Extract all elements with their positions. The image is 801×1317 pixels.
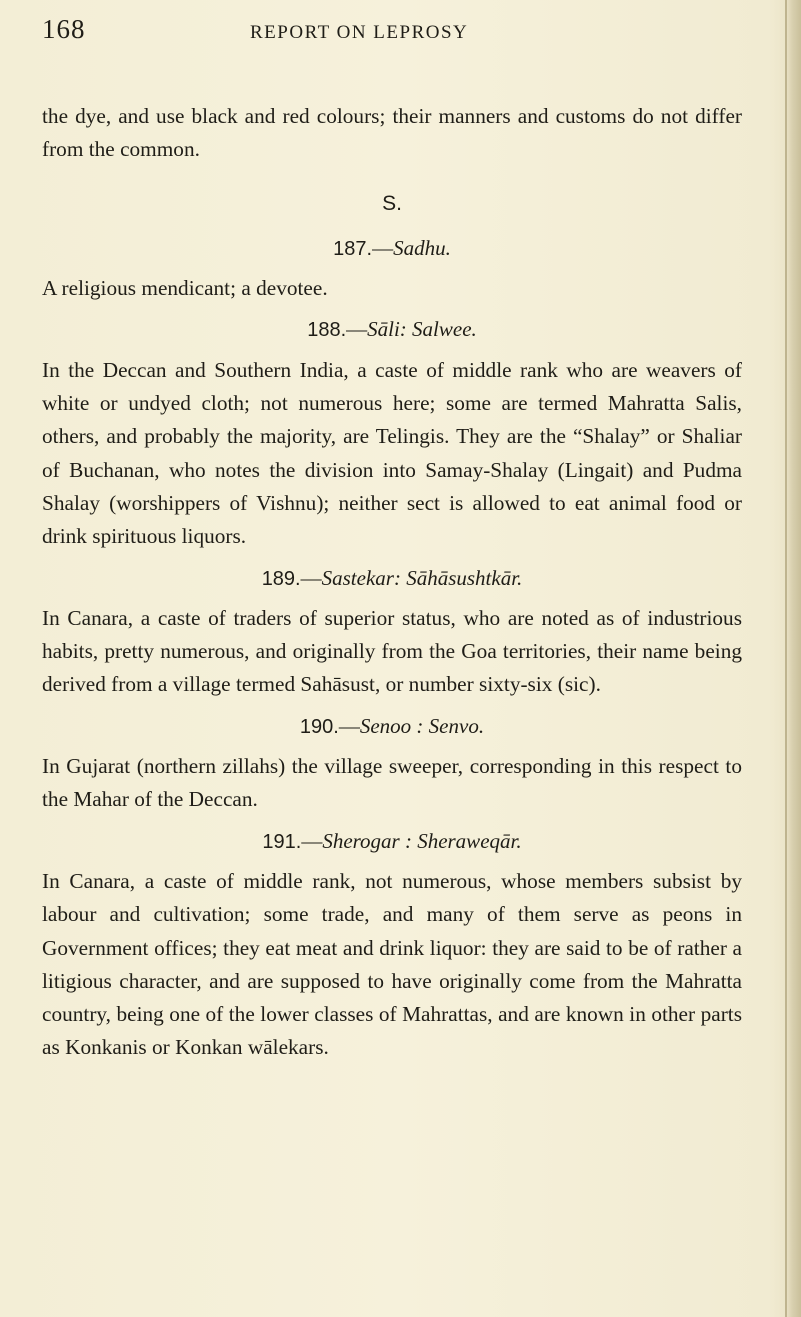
- entry-189: [42, 562, 742, 702]
- page-header: [42, 14, 742, 54]
- em-dash: —: [372, 235, 394, 260]
- entry-title: Sāli: Salwee.: [367, 317, 477, 342]
- entry-number: 187.: [333, 237, 373, 260]
- entry-title: Senoo : Senvo.: [359, 713, 485, 738]
- entry-187: [42, 232, 742, 306]
- entry-number: 190.: [299, 715, 339, 738]
- entry-body: In Gujarat (northern zillahs) the village sweeper, corresponding in this respect to the Mahar of the Deccan.: [42, 754, 742, 812]
- em-dash: —: [301, 828, 323, 853]
- entry-number: 191.: [262, 830, 302, 853]
- entry-title: Sastekar: Sāhāsushtkār.: [321, 565, 523, 590]
- entry-body: In the Deccan and Southern India, a caste of middle rank who are weavers of white or undyed cloth; not numerous here; some are termed Mahratta Salis, others, and probably the majority, are Telingis. They are the “Shalay” or Shaliar of Buchanan, who notes the division into Samay-Shalay (Lingait) and Pudma Shalay (worshippers of Vishnu); neither sect is allowed to eat animal food or drink spirituous liquors.: [42, 357, 742, 549]
- entry-number: 188.: [307, 319, 347, 342]
- page-number: 168: [42, 14, 86, 44]
- em-dash: —: [338, 713, 360, 738]
- entry-188: [42, 313, 742, 553]
- em-dash: —: [346, 317, 368, 342]
- entry-number: 189.: [261, 567, 301, 590]
- entry-title: Sherogar : Sheraweqār.: [322, 828, 522, 853]
- entry-191: [42, 825, 742, 1065]
- entry-heading: [42, 710, 742, 744]
- entry-heading: [42, 825, 742, 859]
- entry-body: A religious mendicant; a devotee.: [42, 276, 328, 301]
- page-content: [42, 100, 742, 1065]
- intro-paragraph: the dye, and use black and red colours; their manners and customs do not differ from the common.: [42, 104, 742, 162]
- entry-heading: [42, 232, 742, 266]
- entry-190: [42, 710, 742, 817]
- entry-body: In Canara, a caste of middle rank, not numerous, whose members subsist by labour and cultivation; some trade, and many of them serve as peons in Government offices; they eat meat and drink liquor: they are said to be of rather a litigious character, and are supposed to have originally come from the Mahratta country, being one of the lower classes of Mahrattas, and are known in other parts as Konkanis or Konkan wālekars.: [42, 868, 742, 1060]
- page-edge: [785, 0, 801, 1317]
- section-letter: S.: [382, 191, 402, 215]
- entry-heading: [42, 562, 742, 596]
- entry-title: Sadhu.: [393, 235, 451, 260]
- running-head: REPORT ON LEPROSY: [250, 22, 469, 43]
- entry-body: In Canara, a caste of traders of superior status, who are noted as of industrious habits, pretty numerous, and originally from the Goa territories, their name being derived from a village termed Sahāsust, or number sixty-six (sic).: [42, 605, 742, 697]
- em-dash: —: [300, 565, 322, 590]
- entry-heading: [42, 313, 742, 347]
